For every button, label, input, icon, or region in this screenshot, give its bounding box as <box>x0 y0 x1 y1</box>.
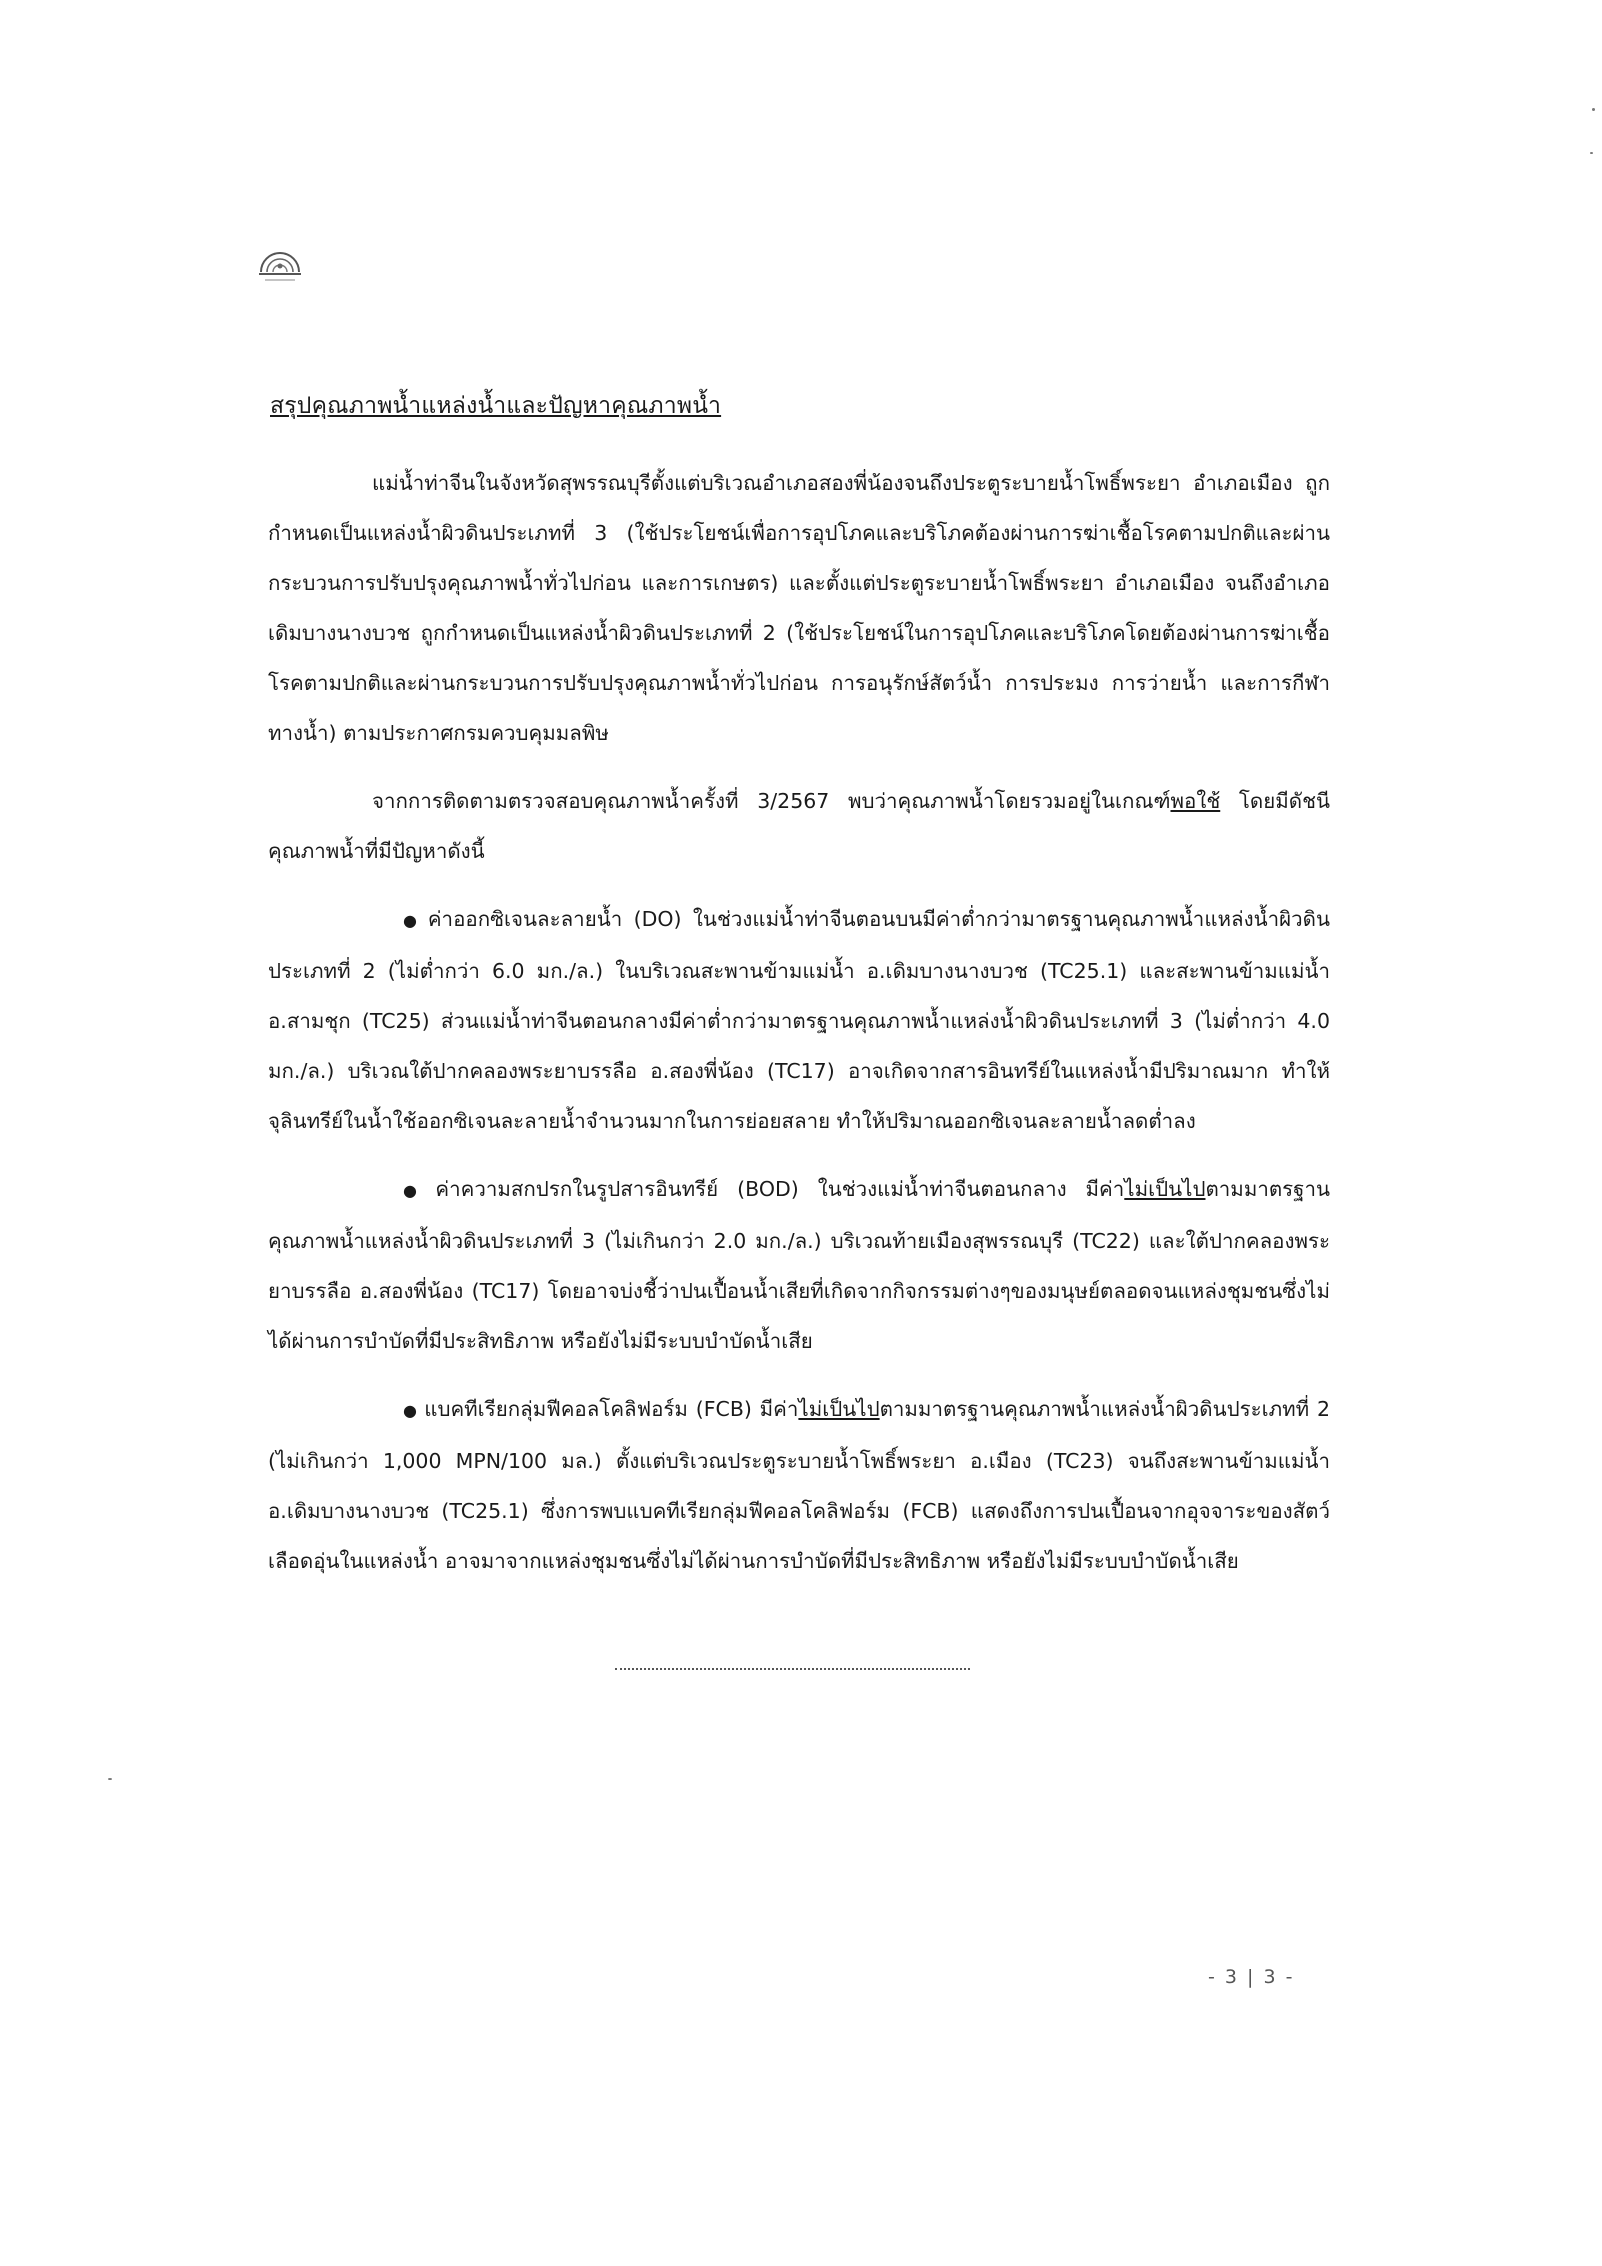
end-divider <box>615 1668 970 1670</box>
bullet-item-fcb <box>268 1384 1330 1586</box>
bullet-icon: ● <box>403 1401 419 1420</box>
scan-speck <box>1590 152 1593 154</box>
bullet-item-do <box>268 894 1330 1146</box>
quality-rating: พอใช้ <box>1170 789 1221 813</box>
bullet-text-after: ตามมาตรฐานคุณภาพน้ำแหล่งน้ำผิวดินประเภทที่ 3 (ไม่เกินกว่า 2.0 มก./ล.) บริเวณท้ายเมืองสุพรรณบุรี (TC22) และใต้ปากคลองพระยาบรรลือ อ.สองพี่น้อง (TC17) โดยอาจบ่งชี้ว่าปนเปื้อนน้ำเสียที่เกิดจากกิจกรรมต่างๆของมนุษย์ตลอดจนแหล่งชุมชนซึ่งไม่ได้ผ่านการบำบัดที่มีประสิทธิภาพ หรือยังไม่มีระบบบำบัดน้ำเสีย <box>268 1177 1331 1353</box>
bullet-underlined: ไม่เป็นไป <box>1124 1177 1206 1201</box>
bullet-text-before: แบคทีเรียกลุ่มฟีคอลโคลิฟอร์ม (FCB) มีค่า <box>424 1397 799 1421</box>
summary-text-after: โดยมีดัชนีคุณภาพน้ำที่มีปัญหาดังนี้ <box>268 789 1330 863</box>
agency-emblem-icon <box>255 230 305 292</box>
page-heading: สรุปคุณภาพน้ำแหล่งน้ำและปัญหาคุณภาพน้ำ <box>270 393 722 419</box>
summary-text-before: จากการติดตามตรวจสอบคุณภาพน้ำครั้งที่ 3/2567 พบว่าคุณภาพน้ำโดยรวมอยู่ในเกณฑ์ <box>372 789 1171 813</box>
bullet-underlined: ไม่เป็นไป <box>798 1397 880 1421</box>
page-number: - 3 | 3 - <box>1208 1966 1295 1988</box>
bullet-text-before: ค่าความสกปรกในรูปสารอินทรีย์ (BOD) ในช่วงแม่น้ำท่าจีนตอนกลาง มีค่า <box>435 1177 1125 1201</box>
body-text <box>268 458 1330 1604</box>
intro-paragraph: แม่น้ำท่าจีนในจังหวัดสุพรรณบุรีตั้งแต่บริเวณอำเภอสองพี่น้องจนถึงประตูระบายน้ำโพธิ์พระยา อำเภอเมือง ถูกกำหนดเป็นแหล่งน้ำผิวดินประเภทที่ 3 (ใช้ประโยชน์เพื่อการอุปโภคและบริโภคต้องผ่านการฆ่าเชื้อโรคตามปกติและผ่านกระบวนการปรับปรุงคุณภาพน้ำทั่วไปก่อน และการเกษตร) และตั้งแต่ประตูระบายน้ำโพธิ์พระยา อำเภอเมือง จนถึงอำเภอเดิมบางนางบวช ถูกกำหนดเป็นแหล่งน้ำผิวดินประเภทที่ 2 (ใช้ประโยชน์ในการอุปโภคและบริโภคโดยต้องผ่านการฆ่าเชื้อโรคตามปกติและผ่านกระบวนการปรับปรุงคุณภาพน้ำทั่วไปก่อน การอนุรักษ์สัตว์น้ำ การประมง การว่ายน้ำ และการกีฬาทางน้ำ) ตามประกาศกรมควบคุมมลพิษ <box>268 471 1330 745</box>
bullet-item-bod <box>268 1164 1330 1366</box>
summary-paragraph <box>268 776 1330 876</box>
scan-speck <box>1592 108 1595 111</box>
bullet-text-after: ตามมาตรฐานคุณภาพน้ำแหล่งน้ำผิวดินประเภทที่ 2 (ไม่เกินกว่า 1,000 MPN/100 มล.) ตั้งแต่บริเวณประตูระบายน้ำโพธิ์พระยา อ.เมือง (TC23) จนถึงสะพานข้ามแม่น้ำ อ.เดิมบางนางบวช (TC25.1) ซึ่งการพบแบคทีเรียกลุ่มฟีคอลโคลิฟอร์ม (FCB) แสดงถึงการปนเปื้อนจากอุจจาระของสัตว์เลือดอุ่นในแหล่งน้ำ อาจมาจากแหล่งชุมชนซึ่งไม่ได้ผ่านการบำบัดที่มีประสิทธิภาพ หรือยังไม่มีระบบบำบัดน้ำเสีย <box>268 1397 1330 1573</box>
scan-speck <box>108 1778 112 1780</box>
bullet-text-before: ค่าออกซิเจนละลายน้ำ (DO) ในช่วงแม่น้ำท่าจีนตอนบนมีค่าต่ำกว่ามาตรฐานคุณภาพน้ำแหล่งน้ำผิวดินประเภทที่ 2 (ไม่ต่ำกว่า 6.0 มก./ล.) ในบริเวณสะพานข้ามแม่น้ำ อ.เดิมบางนางบวช (TC25.1) และสะพานข้ามแม่น้ำ อ.สามชุก (TC25) ส่วนแม่น้ำท่าจีนตอนกลางมีค่าต่ำกว่ามาตรฐานคุณภาพน้ำแหล่งน้ำผิวดินประเภทที่ 3 (ไม่ต่ำกว่า 4.0 มก./ล.) บริเวณใต้ปากคลองพระยาบรรลือ อ.สองพี่น้อง (TC17) อาจเกิดจากสารอินทรีย์ในแหล่งน้ำมีปริมาณมาก ทำให้จุลินทรีย์ในน้ำใช้ออกซิเจนละลายน้ำจำนวนมากในการย่อยสลาย ทำให้ปริมาณออกซิเจนละลายน้ำลดต่ำลง <box>268 907 1330 1133</box>
bullet-icon: ● <box>403 1181 430 1200</box>
bullet-icon: ● <box>403 911 422 930</box>
